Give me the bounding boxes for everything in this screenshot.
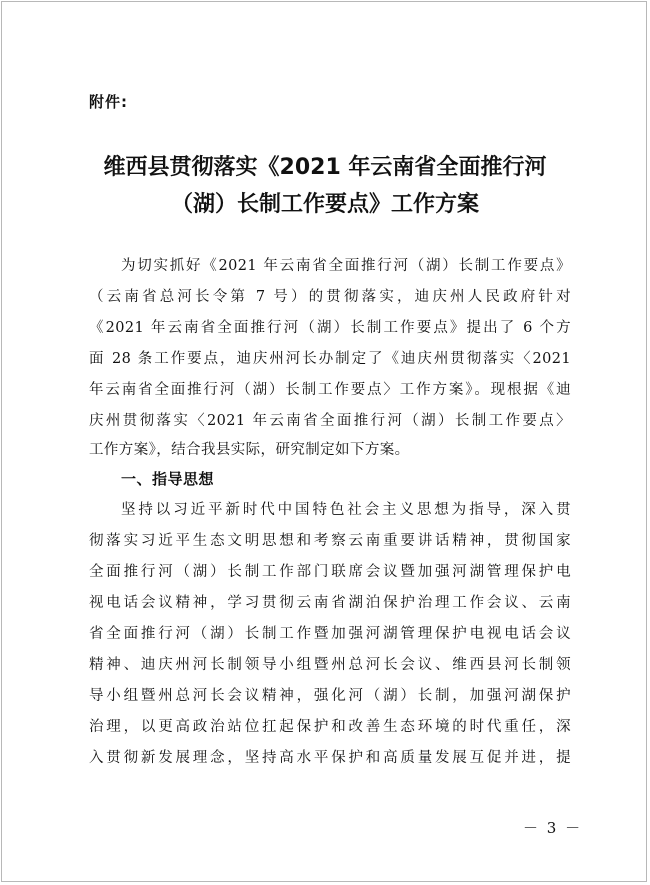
- paragraph-line: 为切实抓好《2021 年云南省全面推行河（湖）长制工作要点》: [121, 258, 571, 274]
- paragraph-line: 精神、迪庆州河长制领导小组暨州总河长会议、维西县河长制领: [89, 657, 571, 673]
- paragraph-line: 全面推行河（湖）长制工作部门联席会议暨加强河湖管理保护电: [89, 564, 571, 580]
- page-number: － 3 －: [523, 819, 583, 837]
- paragraph-line: 《2021 年云南省全面推行河（湖）长制工作要点》提出了 6 个方: [89, 320, 571, 336]
- document-title-line-2: （湖）长制工作要点》工作方案: [170, 192, 479, 217]
- paragraph-line: 省全面推行河（湖）长制工作暨加强河湖管理保护电视电话会议: [89, 626, 571, 642]
- paragraph-line: 坚持以习近平新时代中国特色社会主义思想为指导，深入贯: [121, 502, 571, 518]
- paragraph-line: 工作方案》，结合我县实际，研究制定如下方案。: [89, 442, 410, 458]
- paragraph-line: （云南省总河长令第 7 号）的贯彻落实，迪庆州人民政府针对: [89, 289, 571, 305]
- attachment-label: 附件:: [89, 93, 128, 111]
- paragraph-line: 导小组暨州总河长会议精神，强化河（湖）长制，加强河湖保护: [89, 688, 571, 704]
- document-title-line-1: 维西县贯彻落实《2021 年云南省全面推行河: [103, 155, 547, 180]
- section-heading: 一、指导思想: [121, 470, 215, 488]
- paragraph-line: 彻落实习近平生态文明思想和考察云南重要讲话精神，贯彻国家: [89, 533, 571, 549]
- paragraph-line: 入贯彻新发展理念，坚持高水平保护和高质量发展互促并进，提: [89, 750, 571, 766]
- paragraph-line: 庆州贯彻落实〈2021 年云南省全面推行河（湖）长制工作要点〉: [89, 413, 571, 429]
- paragraph-line: 治理，以更高政治站位扛起保护和改善生态环境的时代重任，深: [89, 719, 571, 735]
- paragraph-line: 年云南省全面推行河（湖）长制工作要点〉工作方案》。现根据《迪: [89, 382, 571, 398]
- paragraph-line: 面 28 条工作要点，迪庆州河长办制定了《迪庆州贯彻落实〈2021: [89, 351, 571, 367]
- paragraph-line: 视电话会议精神，学习贯彻云南省湖泊保护治理工作会议、云南: [89, 595, 571, 611]
